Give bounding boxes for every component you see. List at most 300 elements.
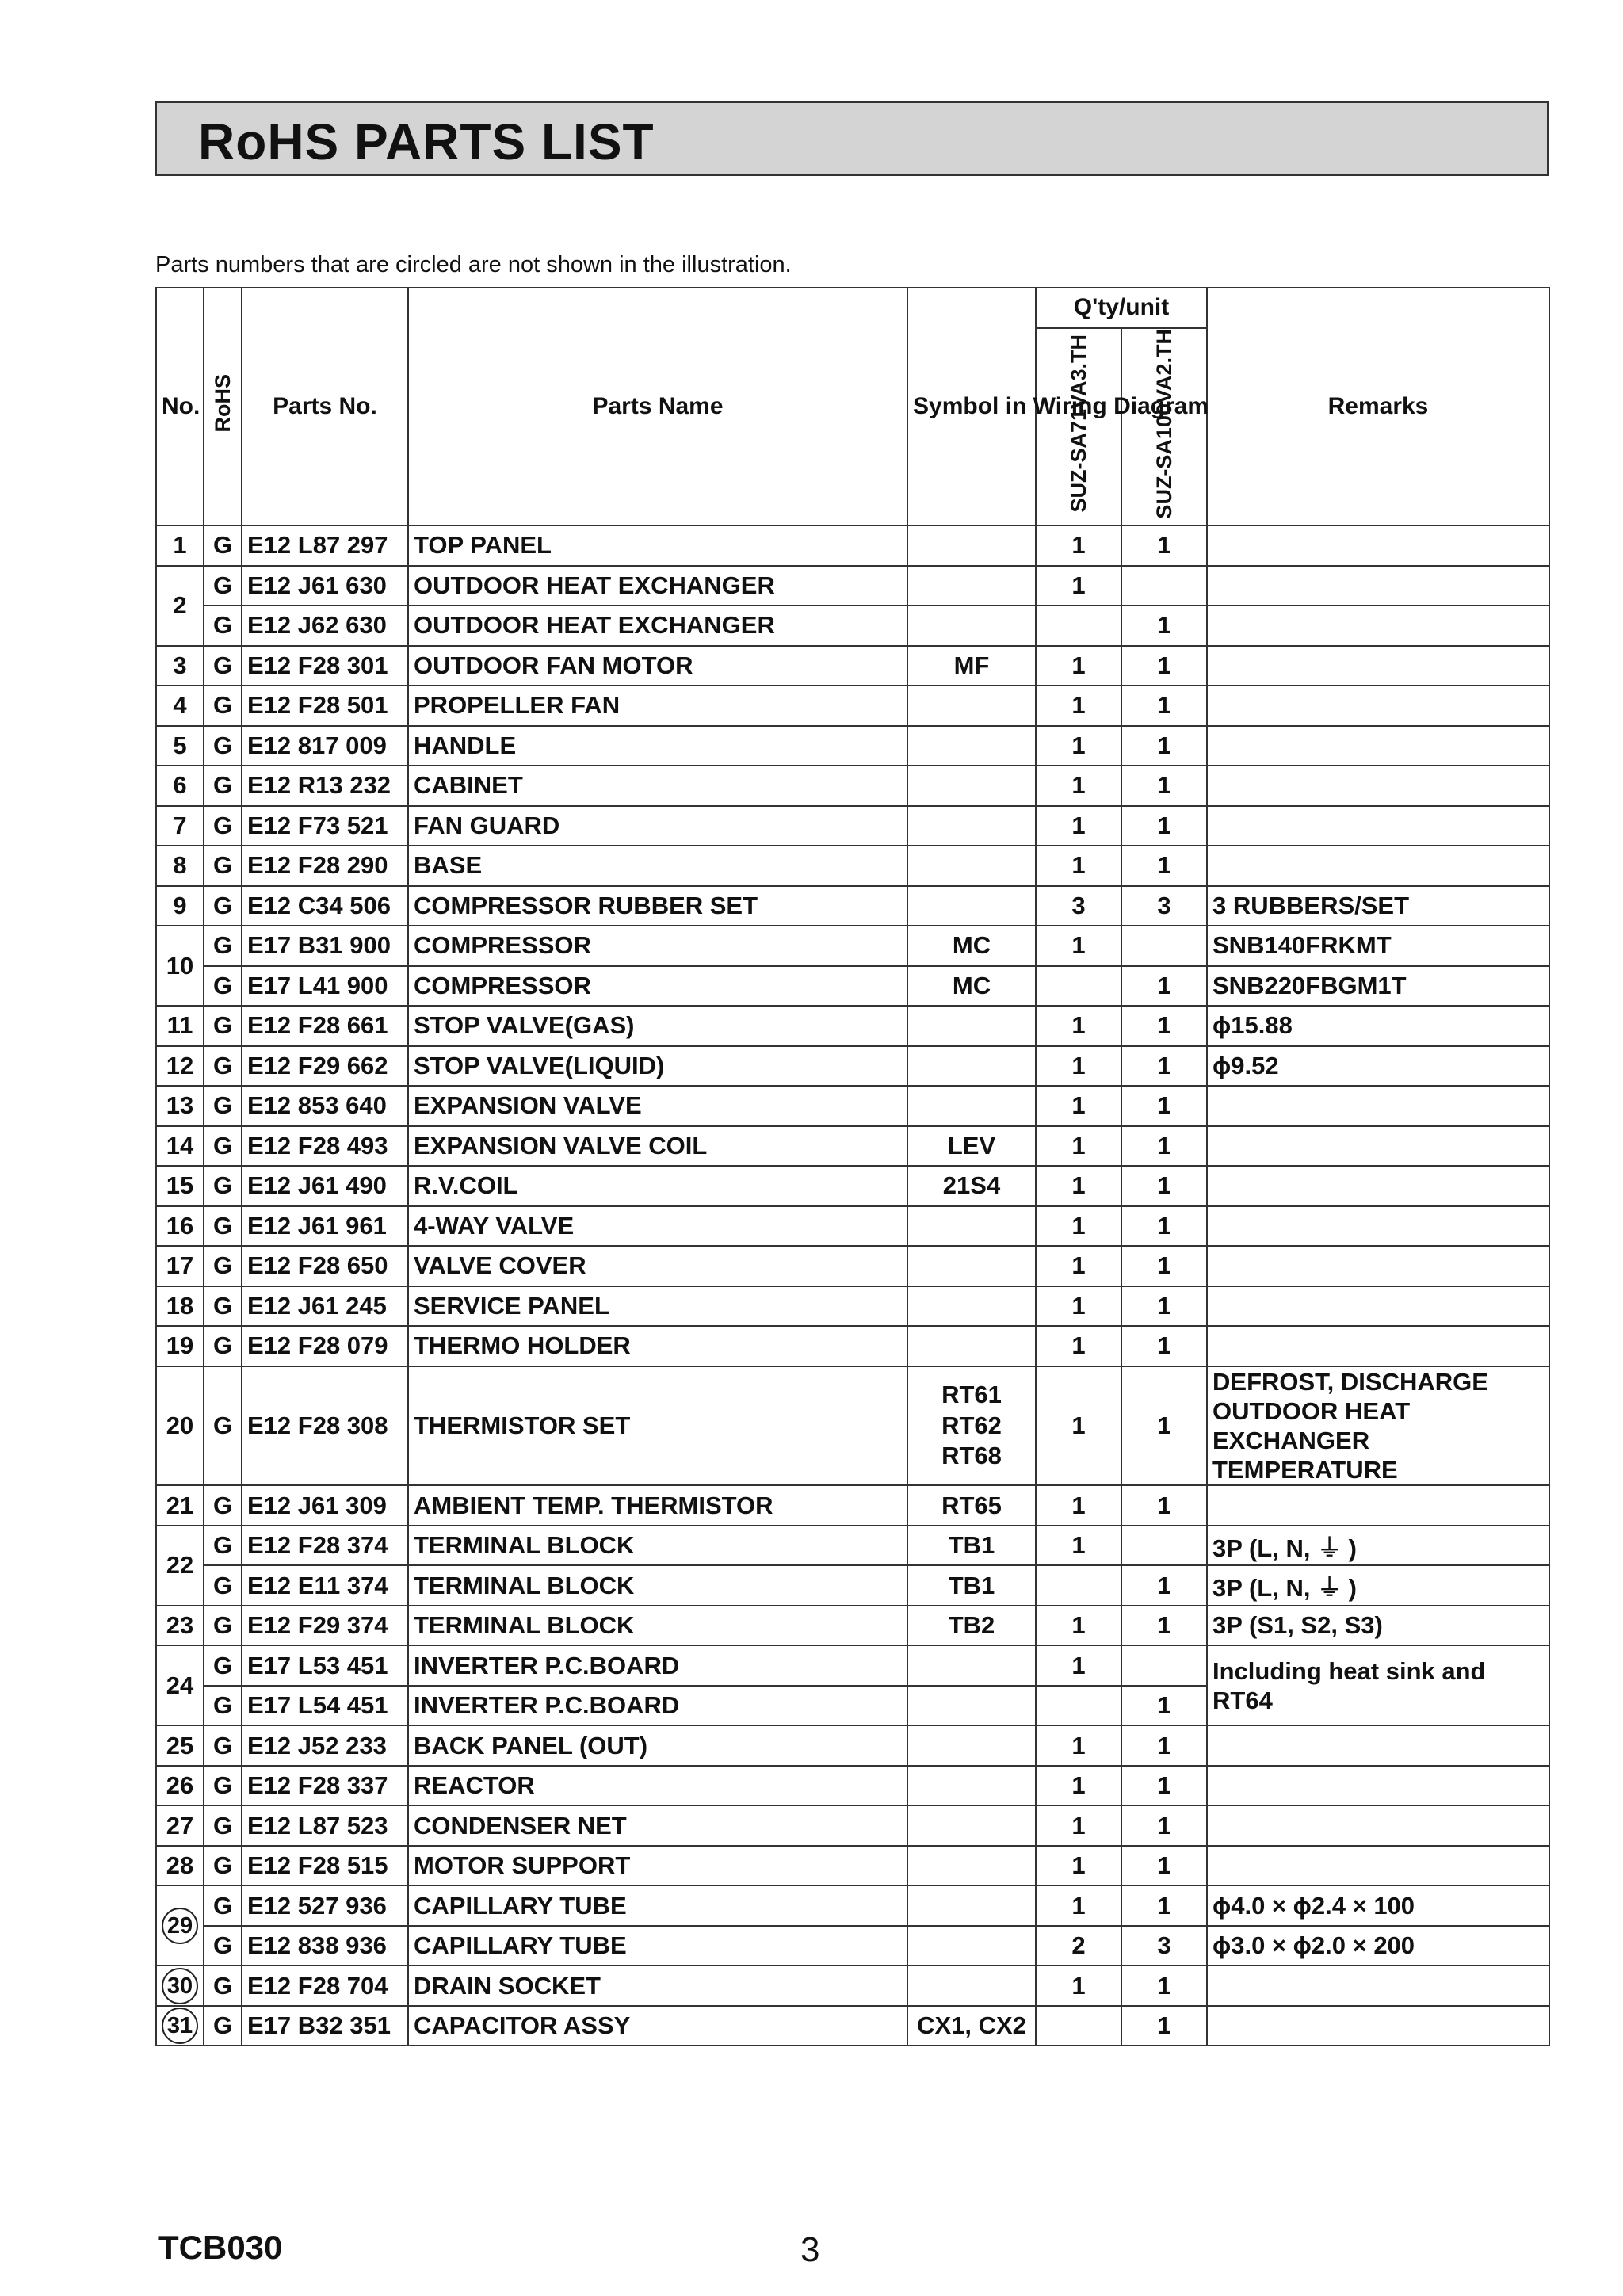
cell-rohs: G (204, 1966, 242, 2006)
table-row (156, 1846, 1549, 1886)
cell-remarks (1207, 2006, 1549, 2046)
cell-parts-no: E12 F28 493 (242, 1126, 408, 1167)
cell-no: 7 (156, 806, 204, 846)
cell-qty-sa71: 1 (1036, 726, 1121, 766)
cell-remarks: ϕ9.52 (1207, 1046, 1549, 1087)
cell-parts-no: E12 R13 232 (242, 766, 408, 806)
cell-remarks: ϕ4.0 × ϕ2.4 × 100 (1207, 1885, 1549, 1926)
cell-no: 12 (156, 1046, 204, 1087)
cell-symbol: RT61 RT62 RT68 (907, 1366, 1036, 1486)
table-row (156, 886, 1549, 926)
cell-no: 28 (156, 1846, 204, 1886)
cell-no: 6 (156, 766, 204, 806)
cell-symbol: MC (907, 926, 1036, 966)
cell-qty-sa71 (1036, 1565, 1121, 1606)
cell-no: 26 (156, 1766, 204, 1806)
cell-rohs: G (204, 1805, 242, 1846)
table-row (156, 1565, 1549, 1606)
cell-parts-no: E12 J61 309 (242, 1485, 408, 1526)
cell-parts-no: E12 F28 661 (242, 1006, 408, 1046)
cell-rohs: G (204, 1645, 242, 1686)
cell-parts-name: CABINET (408, 766, 907, 806)
cell-parts-name: THERMO HOLDER (408, 1326, 907, 1366)
cell-parts-name: R.V.COIL (408, 1166, 907, 1206)
cell-remarks (1207, 1485, 1549, 1526)
cell-parts-name: TERMINAL BLOCK (408, 1606, 907, 1646)
cell-parts-name: STOP VALVE(GAS) (408, 1006, 907, 1046)
cell-qty-sa71: 1 (1036, 686, 1121, 726)
cell-no: 29 (156, 1885, 204, 1966)
cell-qty-sa100: 1 (1121, 726, 1207, 766)
cell-parts-no: E12 J61 490 (242, 1166, 408, 1206)
cell-rohs: G (204, 1565, 242, 1606)
cell-qty-sa100: 1 (1121, 1485, 1207, 1526)
cell-remarks (1207, 1166, 1549, 1206)
cell-qty-sa71: 1 (1036, 926, 1121, 966)
cell-qty-sa71: 1 (1036, 806, 1121, 846)
cell-no: 16 (156, 1206, 204, 1247)
table-row (156, 1326, 1549, 1366)
cell-parts-name: BACK PANEL (OUT) (408, 1725, 907, 1766)
cell-no: 13 (156, 1086, 204, 1126)
cell-parts-name: INVERTER P.C.BOARD (408, 1645, 907, 1686)
cell-parts-name: TERMINAL BLOCK (408, 1526, 907, 1566)
cell-parts-name: VALVE COVER (408, 1246, 907, 1286)
cell-qty-sa100 (1121, 1526, 1207, 1566)
cell-rohs: G (204, 1885, 242, 1926)
cell-parts-name: STOP VALVE(LIQUID) (408, 1046, 907, 1087)
cell-parts-no: E12 F28 515 (242, 1846, 408, 1886)
parts-table-body (156, 525, 1549, 2046)
cell-remarks (1207, 1966, 1549, 2006)
cell-qty-sa100: 1 (1121, 1966, 1207, 2006)
table-row (156, 1645, 1549, 1686)
cell-rohs: G (204, 886, 242, 926)
cell-remarks (1207, 806, 1549, 846)
cell-qty-sa100: 1 (1121, 1286, 1207, 1327)
cell-qty-sa71: 1 (1036, 1846, 1121, 1886)
table-row (156, 926, 1549, 966)
cell-qty-sa71: 1 (1036, 1046, 1121, 1087)
cell-no: 31 (156, 2006, 204, 2046)
cell-rohs: G (204, 1246, 242, 1286)
cell-qty-sa71: 1 (1036, 1366, 1121, 1486)
table-row (156, 1885, 1549, 1926)
cell-rohs: G (204, 1126, 242, 1167)
cell-parts-no: E12 J61 245 (242, 1286, 408, 1327)
cell-symbol (907, 806, 1036, 846)
cell-parts-name: CAPILLARY TUBE (408, 1885, 907, 1926)
cell-rohs: G (204, 1006, 242, 1046)
cell-parts-no: E12 J52 233 (242, 1725, 408, 1766)
table-row (156, 686, 1549, 726)
document-code: TCB030 (158, 2229, 283, 2266)
cell-rohs: G (204, 1166, 242, 1206)
cell-qty-sa100: 1 (1121, 606, 1207, 646)
title-banner (155, 101, 1549, 176)
cell-remarks (1207, 1086, 1549, 1126)
cell-no: 15 (156, 1166, 204, 1206)
table-row (156, 726, 1549, 766)
cell-qty-sa100: 1 (1121, 846, 1207, 886)
cell-rohs: G (204, 1286, 242, 1327)
table-row (156, 606, 1549, 646)
table-row (156, 1966, 1549, 2006)
cell-qty-sa100: 1 (1121, 1206, 1207, 1247)
cell-symbol (907, 766, 1036, 806)
table-row (156, 846, 1549, 886)
cell-symbol (907, 846, 1036, 886)
cell-rohs: G (204, 966, 242, 1007)
cell-parts-name: COMPRESSOR (408, 966, 907, 1007)
cell-rohs: G (204, 726, 242, 766)
cell-remarks (1207, 1126, 1549, 1167)
cell-qty-sa100: 3 (1121, 1926, 1207, 1966)
cell-no: 22 (156, 1526, 204, 1606)
cell-parts-name: CAPACITOR ASSY (408, 2006, 907, 2046)
cell-remarks (1207, 1766, 1549, 1806)
cell-qty-sa100: 1 (1121, 1686, 1207, 1726)
table-row (156, 1366, 1549, 1486)
cell-qty-sa100 (1121, 566, 1207, 606)
cell-remarks (1207, 646, 1549, 686)
cell-remarks: ϕ3.0 × ϕ2.0 × 200 (1207, 1926, 1549, 1966)
cell-no: 8 (156, 846, 204, 886)
cell-qty-sa71: 1 (1036, 1725, 1121, 1766)
cell-rohs: G (204, 646, 242, 686)
cell-remarks: 3P (L, N, ⏚ ) (1207, 1565, 1549, 1606)
cell-qty-sa100: 1 (1121, 1246, 1207, 1286)
cell-qty-sa71: 3 (1036, 886, 1121, 926)
cell-no: 14 (156, 1126, 204, 1167)
cell-parts-no: E12 F29 374 (242, 1606, 408, 1646)
cell-rohs: G (204, 686, 242, 726)
cell-parts-no: E12 C34 506 (242, 886, 408, 926)
cell-rohs: G (204, 1846, 242, 1886)
table-row (156, 1206, 1549, 1247)
cell-parts-name: FAN GUARD (408, 806, 907, 846)
cell-remarks: ϕ15.88 (1207, 1006, 1549, 1046)
cell-qty-sa71: 1 (1036, 1286, 1121, 1327)
cell-parts-no: E12 F28 650 (242, 1246, 408, 1286)
cell-parts-name: BASE (408, 846, 907, 886)
cell-symbol: RT65 (907, 1485, 1036, 1526)
header-rohs: RoHS (204, 288, 242, 525)
cell-rohs: G (204, 1206, 242, 1247)
cell-parts-no: E12 F28 337 (242, 1766, 408, 1806)
cell-qty-sa71: 1 (1036, 1485, 1121, 1526)
cell-symbol (907, 1885, 1036, 1926)
table-row (156, 1485, 1549, 1526)
cell-qty-sa71: 1 (1036, 1606, 1121, 1646)
cell-rohs: G (204, 2006, 242, 2046)
cell-remarks (1207, 1246, 1549, 1286)
table-row (156, 766, 1549, 806)
table-row (156, 2006, 1549, 2046)
cell-qty-sa100: 1 (1121, 966, 1207, 1007)
cell-symbol: TB1 (907, 1526, 1036, 1566)
cell-qty-sa100: 1 (1121, 1805, 1207, 1846)
cell-symbol: TB1 (907, 1565, 1036, 1606)
cell-symbol (907, 1286, 1036, 1327)
cell-qty-sa100 (1121, 926, 1207, 966)
cell-no: 23 (156, 1606, 204, 1646)
cell-parts-no: E12 817 009 (242, 726, 408, 766)
cell-parts-name: PROPELLER FAN (408, 686, 907, 726)
cell-qty-sa100: 1 (1121, 1885, 1207, 1926)
cell-qty-sa100: 1 (1121, 766, 1207, 806)
cell-no: 27 (156, 1805, 204, 1846)
cell-symbol (907, 886, 1036, 926)
table-row (156, 566, 1549, 606)
cell-symbol (907, 1725, 1036, 1766)
cell-remarks (1207, 1286, 1549, 1327)
cell-qty-sa100: 1 (1121, 1846, 1207, 1886)
cell-qty-sa100: 1 (1121, 1326, 1207, 1366)
cell-remarks: 3P (S1, S2, S3) (1207, 1606, 1549, 1646)
cell-parts-no: E12 F73 521 (242, 806, 408, 846)
cell-qty-sa100: 1 (1121, 686, 1207, 726)
header-model-sa100: SUZ-SA100VA2.TH (1121, 328, 1207, 526)
cell-qty-sa100: 1 (1121, 1366, 1207, 1486)
cell-symbol (907, 1926, 1036, 1966)
cell-qty-sa100: 1 (1121, 1006, 1207, 1046)
cell-parts-name: HANDLE (408, 726, 907, 766)
table-row (156, 1166, 1549, 1206)
cell-qty-sa100: 1 (1121, 1126, 1207, 1167)
cell-qty-sa71: 1 (1036, 1805, 1121, 1846)
cell-parts-no: E17 L41 900 (242, 966, 408, 1007)
cell-rohs: G (204, 846, 242, 886)
parts-table (155, 287, 1550, 2046)
cell-rohs: G (204, 1766, 242, 1806)
header-remarks: Remarks (1207, 288, 1549, 525)
cell-no: 10 (156, 926, 204, 1006)
cell-symbol (907, 566, 1036, 606)
table-row (156, 1526, 1549, 1566)
cell-qty-sa71: 2 (1036, 1926, 1121, 1966)
cell-symbol (907, 1326, 1036, 1366)
table-row (156, 1926, 1549, 1966)
cell-qty-sa100 (1121, 1645, 1207, 1686)
cell-no: 5 (156, 726, 204, 766)
cell-symbol (907, 1006, 1036, 1046)
cell-parts-no: E12 J62 630 (242, 606, 408, 646)
cell-parts-no: E12 F28 501 (242, 686, 408, 726)
cell-parts-no: E12 F28 704 (242, 1966, 408, 2006)
page-number: 3 (800, 2230, 820, 2269)
cell-qty-sa71 (1036, 606, 1121, 646)
table-row (156, 1046, 1549, 1087)
cell-remarks (1207, 1206, 1549, 1247)
page-title: RoHS PARTS LIST (198, 113, 655, 170)
cell-parts-no: E12 L87 523 (242, 1805, 408, 1846)
cell-qty-sa100: 1 (1121, 806, 1207, 846)
table-row (156, 966, 1549, 1007)
cell-qty-sa71: 1 (1036, 646, 1121, 686)
cell-parts-name: COMPRESSOR RUBBER SET (408, 886, 907, 926)
cell-qty-sa100: 1 (1121, 1166, 1207, 1206)
cell-no: 17 (156, 1246, 204, 1286)
cell-symbol (907, 1966, 1036, 2006)
cell-parts-name: DRAIN SOCKET (408, 1966, 907, 2006)
header-no: No. (156, 288, 204, 525)
cell-parts-no: E12 J61 630 (242, 566, 408, 606)
cell-qty-sa71: 1 (1036, 846, 1121, 886)
cell-qty-sa71: 1 (1036, 766, 1121, 806)
cell-remarks (1207, 1805, 1549, 1846)
cell-symbol (907, 1086, 1036, 1126)
cell-qty-sa100: 1 (1121, 1766, 1207, 1806)
cell-parts-name: REACTOR (408, 1766, 907, 1806)
table-row (156, 525, 1549, 566)
table-row (156, 1006, 1549, 1046)
cell-qty-sa100: 1 (1121, 525, 1207, 566)
table-row (156, 1086, 1549, 1126)
header-model-sa71: SUZ-SA71VA3.TH (1036, 328, 1121, 526)
cell-parts-no: E12 F28 290 (242, 846, 408, 886)
cell-parts-name: TOP PANEL (408, 525, 907, 566)
cell-parts-no: E12 F28 301 (242, 646, 408, 686)
cell-symbol (907, 726, 1036, 766)
cell-qty-sa71 (1036, 2006, 1121, 2046)
cell-parts-name: EXPANSION VALVE COIL (408, 1126, 907, 1167)
cell-parts-no: E12 L87 297 (242, 525, 408, 566)
cell-remarks: DEFROST, DISCHARGE OUTDOOR HEAT EXCHANGER TEMPERATURE (1207, 1366, 1549, 1486)
cell-symbol (907, 1206, 1036, 1247)
table-row (156, 1805, 1549, 1846)
cell-parts-name: CAPILLARY TUBE (408, 1926, 907, 1966)
cell-parts-no: E12 E11 374 (242, 1565, 408, 1606)
cell-parts-name: AMBIENT TEMP. THERMISTOR (408, 1485, 907, 1526)
cell-parts-name: EXPANSION VALVE (408, 1086, 907, 1126)
cell-parts-name: OUTDOOR HEAT EXCHANGER (408, 566, 907, 606)
cell-parts-name: THERMISTOR SET (408, 1366, 907, 1486)
cell-qty-sa71: 1 (1036, 1766, 1121, 1806)
cell-parts-no: E12 F28 079 (242, 1326, 408, 1366)
cell-rohs: G (204, 1046, 242, 1087)
cell-qty-sa100: 1 (1121, 1606, 1207, 1646)
table-row (156, 1606, 1549, 1646)
cell-symbol (907, 1805, 1036, 1846)
cell-symbol (907, 1846, 1036, 1886)
cell-parts-no: E12 F28 308 (242, 1366, 408, 1486)
table-row (156, 1725, 1549, 1766)
cell-qty-sa71: 1 (1036, 525, 1121, 566)
cell-symbol (907, 1645, 1036, 1686)
cell-qty-sa100: 1 (1121, 1565, 1207, 1606)
cell-parts-no: E17 L53 451 (242, 1645, 408, 1686)
cell-remarks (1207, 686, 1549, 726)
table-row (156, 1126, 1549, 1167)
cell-rohs: G (204, 1926, 242, 1966)
cell-symbol: 21S4 (907, 1166, 1036, 1206)
cell-rohs: G (204, 1485, 242, 1526)
cell-no: 21 (156, 1485, 204, 1526)
cell-qty-sa71: 1 (1036, 1206, 1121, 1247)
cell-parts-name: 4-WAY VALVE (408, 1206, 907, 1247)
cell-remarks (1207, 1326, 1549, 1366)
cell-remarks (1207, 1725, 1549, 1766)
cell-parts-no: E12 853 640 (242, 1086, 408, 1126)
cell-remarks (1207, 726, 1549, 766)
cell-rohs: G (204, 566, 242, 606)
cell-symbol (907, 1766, 1036, 1806)
cell-symbol (907, 686, 1036, 726)
cell-symbol: TB2 (907, 1606, 1036, 1646)
cell-no: 1 (156, 525, 204, 566)
header-qty: Q'ty/unit (1036, 288, 1207, 328)
cell-qty-sa71: 1 (1036, 1006, 1121, 1046)
cell-remarks (1207, 566, 1549, 606)
cell-parts-name: MOTOR SUPPORT (408, 1846, 907, 1886)
cell-remarks (1207, 846, 1549, 886)
cell-qty-sa71: 1 (1036, 1326, 1121, 1366)
cell-remarks: Including heat sink and RT64 (1207, 1645, 1549, 1725)
cell-no: 24 (156, 1645, 204, 1725)
cell-parts-no: E12 838 936 (242, 1926, 408, 1966)
cell-qty-sa100: 1 (1121, 646, 1207, 686)
cell-qty-sa100: 1 (1121, 1086, 1207, 1126)
cell-no: 4 (156, 686, 204, 726)
cell-parts-name: TERMINAL BLOCK (408, 1565, 907, 1606)
cell-qty-sa71: 1 (1036, 1885, 1121, 1926)
cell-qty-sa100: 1 (1121, 1725, 1207, 1766)
header-symbol: Symbol in Wiring Diagram (907, 288, 1036, 525)
cell-rohs: G (204, 1366, 242, 1486)
table-row (156, 806, 1549, 846)
cell-qty-sa71: 1 (1036, 1086, 1121, 1126)
cell-parts-no: E12 J61 961 (242, 1206, 408, 1247)
cell-parts-no: E17 L54 451 (242, 1686, 408, 1726)
cell-rohs: G (204, 1725, 242, 1766)
cell-symbol: LEV (907, 1126, 1036, 1167)
cell-rohs: G (204, 1086, 242, 1126)
cell-symbol (907, 1686, 1036, 1726)
circled-parts-note: Parts numbers that are circled are not shown in the illustration. (155, 252, 792, 277)
cell-qty-sa71: 1 (1036, 1645, 1121, 1686)
cell-qty-sa100: 1 (1121, 2006, 1207, 2046)
cell-rohs: G (204, 806, 242, 846)
cell-parts-name: CONDENSER NET (408, 1805, 907, 1846)
cell-no: 19 (156, 1326, 204, 1366)
cell-parts-name: INVERTER P.C.BOARD (408, 1686, 907, 1726)
cell-no: 18 (156, 1286, 204, 1327)
cell-rohs: G (204, 1686, 242, 1726)
cell-rohs: G (204, 926, 242, 966)
cell-rohs: G (204, 1326, 242, 1366)
cell-symbol: CX1, CX2 (907, 2006, 1036, 2046)
cell-qty-sa71: 1 (1036, 1126, 1121, 1167)
cell-rohs: G (204, 1526, 242, 1566)
cell-qty-sa71 (1036, 966, 1121, 1007)
cell-remarks (1207, 606, 1549, 646)
cell-qty-sa71: 1 (1036, 1246, 1121, 1286)
cell-symbol: MC (907, 966, 1036, 1007)
header-parts-no: Parts No. (242, 288, 408, 525)
cell-rohs: G (204, 766, 242, 806)
cell-no: 25 (156, 1725, 204, 1766)
cell-parts-no: E12 F29 662 (242, 1046, 408, 1087)
cell-no: 20 (156, 1366, 204, 1486)
cell-remarks (1207, 525, 1549, 566)
cell-symbol: MF (907, 646, 1036, 686)
cell-remarks (1207, 1846, 1549, 1886)
cell-rohs: G (204, 1606, 242, 1646)
cell-qty-sa71: 1 (1036, 1166, 1121, 1206)
cell-remarks (1207, 766, 1549, 806)
cell-parts-no: E17 B31 900 (242, 926, 408, 966)
